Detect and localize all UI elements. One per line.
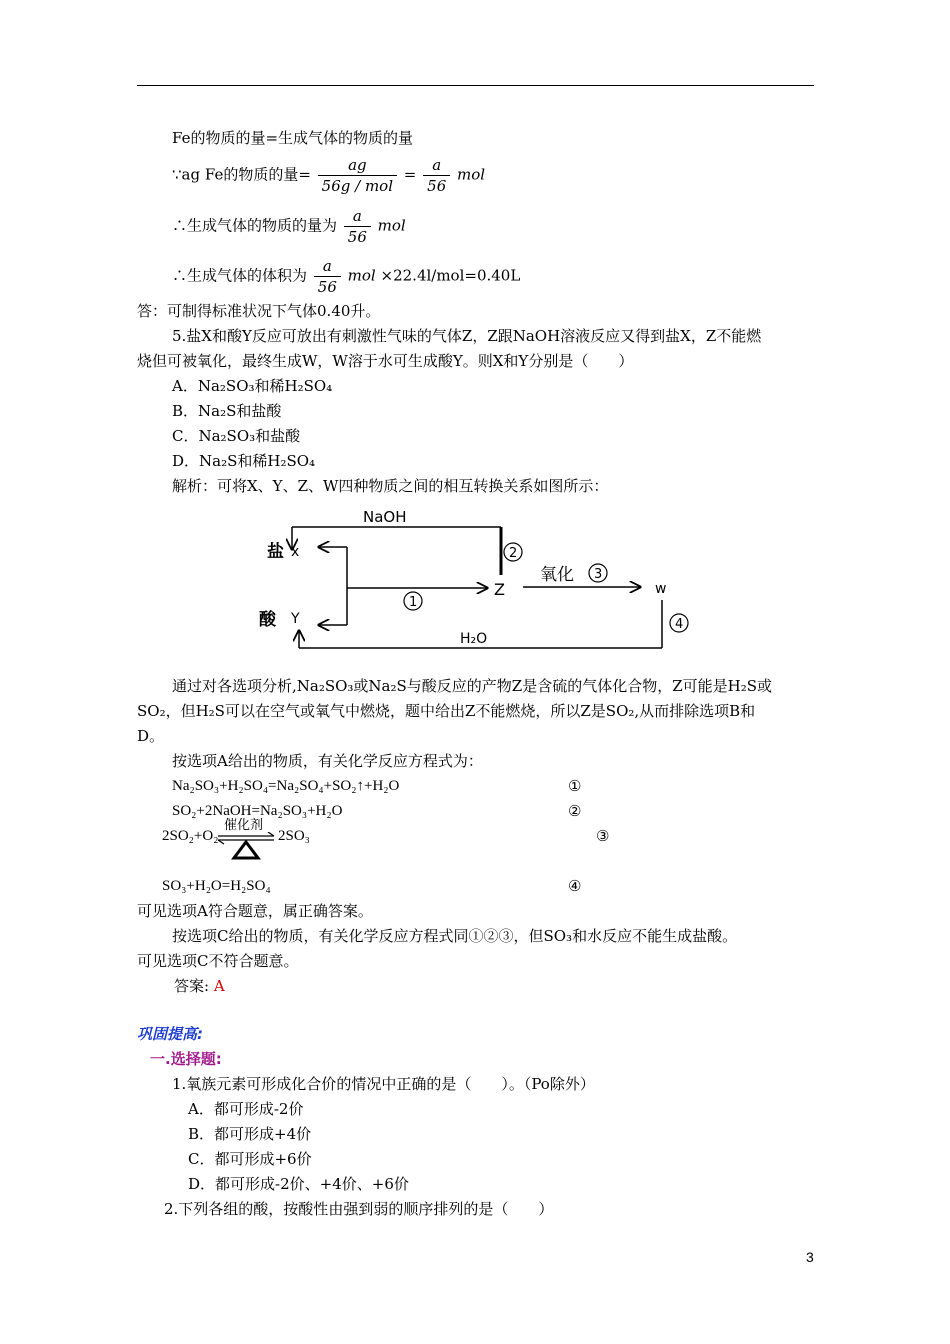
equation-3-right: 2SO₃ <box>278 828 310 844</box>
conclusion-2: 可见选项C不符合题意。 <box>137 952 299 970</box>
q5-option-d: D．Na₂S和稀H₂SO₄ <box>172 452 316 470</box>
reversible-arrow-with-heat <box>214 832 278 862</box>
equation-2: SO₂+2NaOH=Na₂SO₃+H₂O <box>172 803 343 819</box>
conversion-diagram <box>255 505 705 655</box>
analysis-p1-line-3: D。 <box>137 727 165 745</box>
w-label: w <box>655 581 667 597</box>
naoh-label: NaOH <box>363 508 407 526</box>
q5-option-b: B．Na₂S和盐酸 <box>172 402 282 420</box>
fraction-denominator: 56 <box>427 177 447 195</box>
fraction-denominator: 56g / mol <box>321 177 394 195</box>
oxidize-label: 氧化 <box>540 565 574 585</box>
equation-3-left: 2SO₂+O₂ <box>162 828 219 844</box>
step-1-number: 1 <box>409 595 418 610</box>
unit-mol: mol <box>377 216 406 235</box>
calc-line-1: Fe的物质的量=生成气体的物质的量 <box>172 129 414 147</box>
calc-line-3 <box>172 206 406 247</box>
equation-3-number: ③ <box>596 827 610 845</box>
page-number: 3 <box>806 1249 814 1265</box>
section-title: 巩固提高: <box>137 1025 203 1043</box>
fraction-denominator: 56 <box>347 228 367 246</box>
q5-option-a: A．Na₂SO₃和稀H₂SO₄ <box>172 377 333 395</box>
answer-line: 答：可制得标准状况下气体0.40升。 <box>137 302 381 320</box>
q1-option-a: A．都可形成-2价 <box>188 1100 304 1118</box>
q1-option-d: D．都可形成-2价、+4价、+6价 <box>188 1175 409 1193</box>
analysis-p1-line-2: SO₂，但H₂S可以在空气或氧气中燃烧，题中给出Z不能燃烧，所以Z是SO₂,从而排除选项B和 <box>137 702 756 720</box>
conclusion-1: 可见选项A符合题意，属正确答案。 <box>137 902 373 920</box>
calc-line-3-prefix: ∴生成气体的物质的量为 <box>172 216 338 235</box>
header-rule <box>137 85 814 86</box>
q1-option-b: B．都可形成+4价 <box>188 1125 312 1143</box>
fraction-ag-over-56 <box>318 155 397 196</box>
calc-line-2 <box>172 155 485 196</box>
q1-option-c: C．都可形成+6价 <box>188 1150 312 1168</box>
analysis-p2: 按选项A给出的物质，有关化学反应方程式为： <box>172 752 483 770</box>
fraction-a-over-56 <box>423 155 450 196</box>
catalyst-label: 催化剂 <box>224 818 264 833</box>
unit-mol: mol <box>457 165 486 184</box>
fraction-a-over-56 <box>344 206 371 247</box>
step-4-number: 4 <box>675 617 684 632</box>
section-subtitle: 一.选择题: <box>150 1050 222 1068</box>
x-label: x <box>291 544 300 560</box>
fraction-numerator: ag <box>318 155 397 176</box>
final-answer <box>174 976 225 996</box>
fraction-numerator: a <box>344 206 371 227</box>
equals-sign: = <box>403 165 417 184</box>
fraction-numerator: a <box>314 256 341 277</box>
analysis-p1-line-1: 通过对各选项分析,Na₂SO₃或Na₂S与酸反应的产物Z是含硫的气体化合物，Z可能是H₂S或 <box>172 677 773 695</box>
equation-4-number: ④ <box>568 877 582 895</box>
answer-value: A <box>213 977 225 995</box>
calc-line-4-prefix: ∴生成气体的体积为 <box>172 266 308 285</box>
q5-stem-line-1: 5.盐X和酸Y反应可放出有刺激性气味的气体Z，Z跟NaOH溶液反应又得到盐X，Z不能燃 <box>172 327 762 345</box>
fraction-a-over-56 <box>314 256 341 297</box>
q5-stem-line-2: 烧但可被氧化，最终生成W，W溶于水可生成酸Y。则X和Y分别是（ ） <box>137 352 634 370</box>
equation-1: Na₂SO₃+H₂SO₄=Na₂SO₄+SO₂↑+H₂O <box>172 778 400 794</box>
analysis-intro: 解析：可将X、Y、Z、W四种物质之间的相互转换关系如图所示： <box>172 477 609 495</box>
calc-line-4-suffix: ×22.4l/mol=0.40L <box>380 266 521 285</box>
q1-stem: 1.氧族元素可形成化合价的情况中正确的是（ ）。（Po除外） <box>172 1075 595 1093</box>
y-label: Y <box>291 611 300 627</box>
z-label: Z <box>494 580 505 599</box>
acid-label: 酸 <box>259 610 276 630</box>
equation-1-number: ① <box>568 777 582 795</box>
q2-stem: 2.下列各组的酸，按酸性由强到弱的顺序排列的是（ ） <box>164 1200 554 1218</box>
step-2-number: 2 <box>509 546 518 561</box>
h2o-label: H₂O <box>460 631 488 647</box>
fraction-numerator: a <box>423 155 450 176</box>
q5-option-c: C．Na₂SO₃和盐酸 <box>172 427 301 445</box>
analysis-p3: 按选项C给出的物质，有关化学反应方程式同①②③，但SO₃和水反应不能生成盐酸。 <box>172 927 738 945</box>
equation-4: SO₃+H₂O=H₂SO₄ <box>162 878 271 894</box>
equation-2-number: ② <box>568 802 582 820</box>
answer-label: 答案: <box>174 977 214 995</box>
salt-label: 盐 <box>267 542 284 562</box>
step-3-number: 3 <box>594 567 603 582</box>
fraction-denominator: 56 <box>317 278 337 296</box>
calc-line-4 <box>172 256 520 297</box>
calc-line-2-prefix: ∵ag Fe的物质的量= <box>172 165 311 184</box>
unit-mol: mol <box>347 266 376 285</box>
